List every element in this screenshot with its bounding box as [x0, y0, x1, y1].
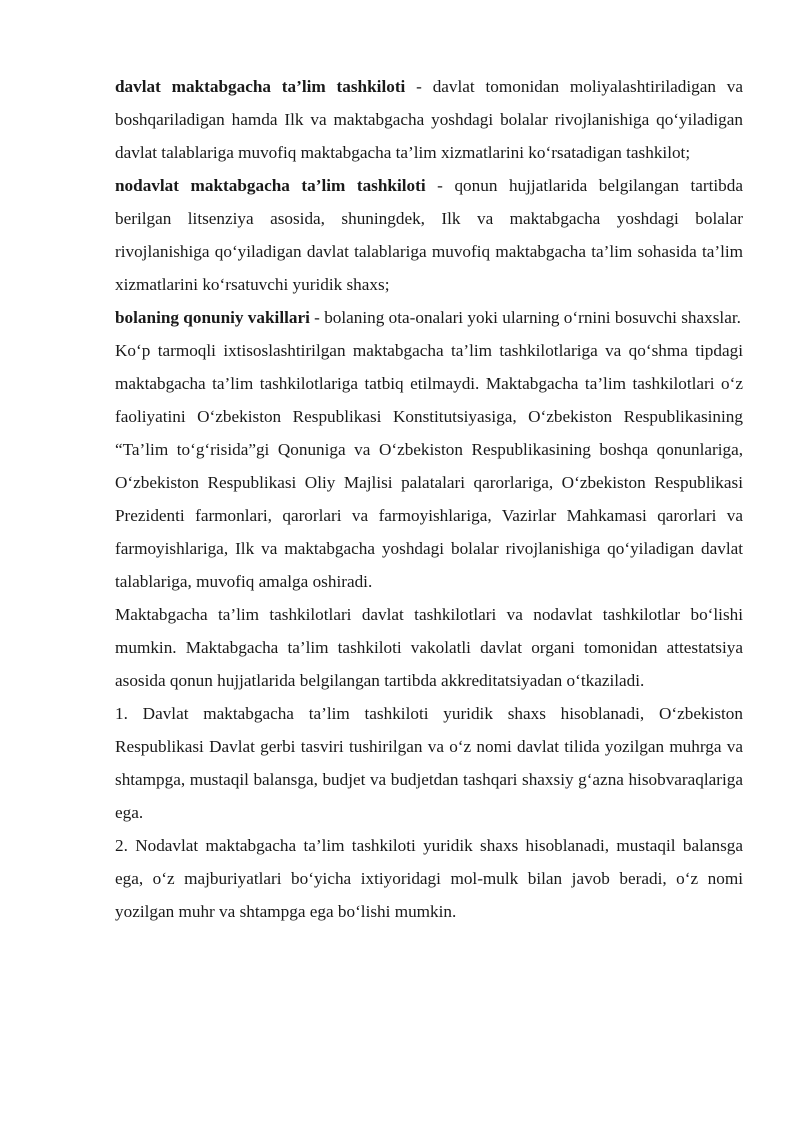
definition-text: - bolaning ota-onalari yoki ularning o‘rnini bosuvchi shaxslar.: [309, 308, 741, 327]
paragraph-organization-types: Maktabgacha ta’lim tashkilotlari davlat tashkilotlari va nodavlat tashkilotlar bo‘lishi mumkin. Maktabgacha ta’lim tashkiloti vakolatli davlat organi tomonidan attestatsiya asosida qonun hujjatlarida belgilangan tartibda akkreditatsiyadan o‘tkaziladi.: [115, 605, 743, 690]
definition-text: - qonun hujjatlarida belgilangan tartibda berilgan litsenziya asosida, shuningdek, Ilk va maktabgacha yoshdagi bolalar rivojlanishiga qo‘yiladigan davlat talablariga muvofiq maktabgacha ta’lim sohasida ta’lim xizmatlarini ko‘rsatuvchi yuridik shaxs;: [115, 176, 743, 294]
definition-term: bolaning qonuniy vakillari: [115, 308, 310, 327]
definition-legal-representatives: [115, 301, 743, 334]
definition-state-preschool: [115, 70, 743, 169]
paragraph-item-2: 2. Nodavlat maktabgacha ta’lim tashkiloti yuridik shaxs hisoblanadi, mustaqil balansga ega, o‘z majburiyatlari bo‘yicha ixtiyoridagi mol-mulk bilan javob beradi, o‘z nomi yozilgan muhr va shtampga ega bo‘lishi mumkin.: [115, 836, 743, 921]
paragraph-legal-basis: Ko‘p tarmoqli ixtisoslashtirilgan maktabgacha ta’lim tashkilotlariga va qo‘shma tipdagi maktabgacha ta’lim tashkilotlariga tatbiq etilmaydi. Maktabgacha ta’lim tashkilotlari o‘z faoliyatini O‘zbekiston Respublikasi Konstitutsiyasiga, O‘zbekiston Respublikasining “Ta’lim to‘g‘risida”gi Qonuniga va O‘zbekiston Respublikasining boshqa qonunlariga, O‘zbekiston Respublikasi Oliy Majlisi palatalari qarorlariga, O‘zbekiston Respublikasi Prezidenti farmonlari, qarorlari va farmoyishlariga, Vazirlar Mahkamasi qarorlari va farmoyishlariga, Ilk va maktabgacha yoshdagi bolalar rivojlanishiga qo‘yiladigan davlat talablariga, muvofiq amalga oshiradi.: [115, 341, 743, 591]
document-body: [115, 70, 743, 928]
definition-text: - davlat tomonidan moliyalashtiriladigan va boshqariladigan hamda Ilk va maktabgacha yoshdagi bolalar rivojlanishiga qo‘yiladigan davlat talablariga muvofiq maktabgacha ta’lim xizmatlarini ko‘rsatadigan tashkilot;: [115, 77, 743, 162]
paragraph-item-1: 1. Davlat maktabgacha ta’lim tashkiloti yuridik shaxs hisoblanadi, O‘zbekiston Respublikasi Davlat gerbi tasviri tushirilgan va o‘z nomi davlat tilida yozilgan muhrga va shtampga, mustaqil balansga, budjet va budjetdan tashqari shaxsiy g‘azna hisobvaraqlariga ega.: [115, 704, 743, 822]
definition-term: davlat maktabgacha ta’lim tashkiloti: [115, 77, 406, 96]
definition-term: nodavlat maktabgacha ta’lim tashkiloti: [115, 176, 426, 195]
definition-nonstate-preschool: [115, 169, 743, 301]
